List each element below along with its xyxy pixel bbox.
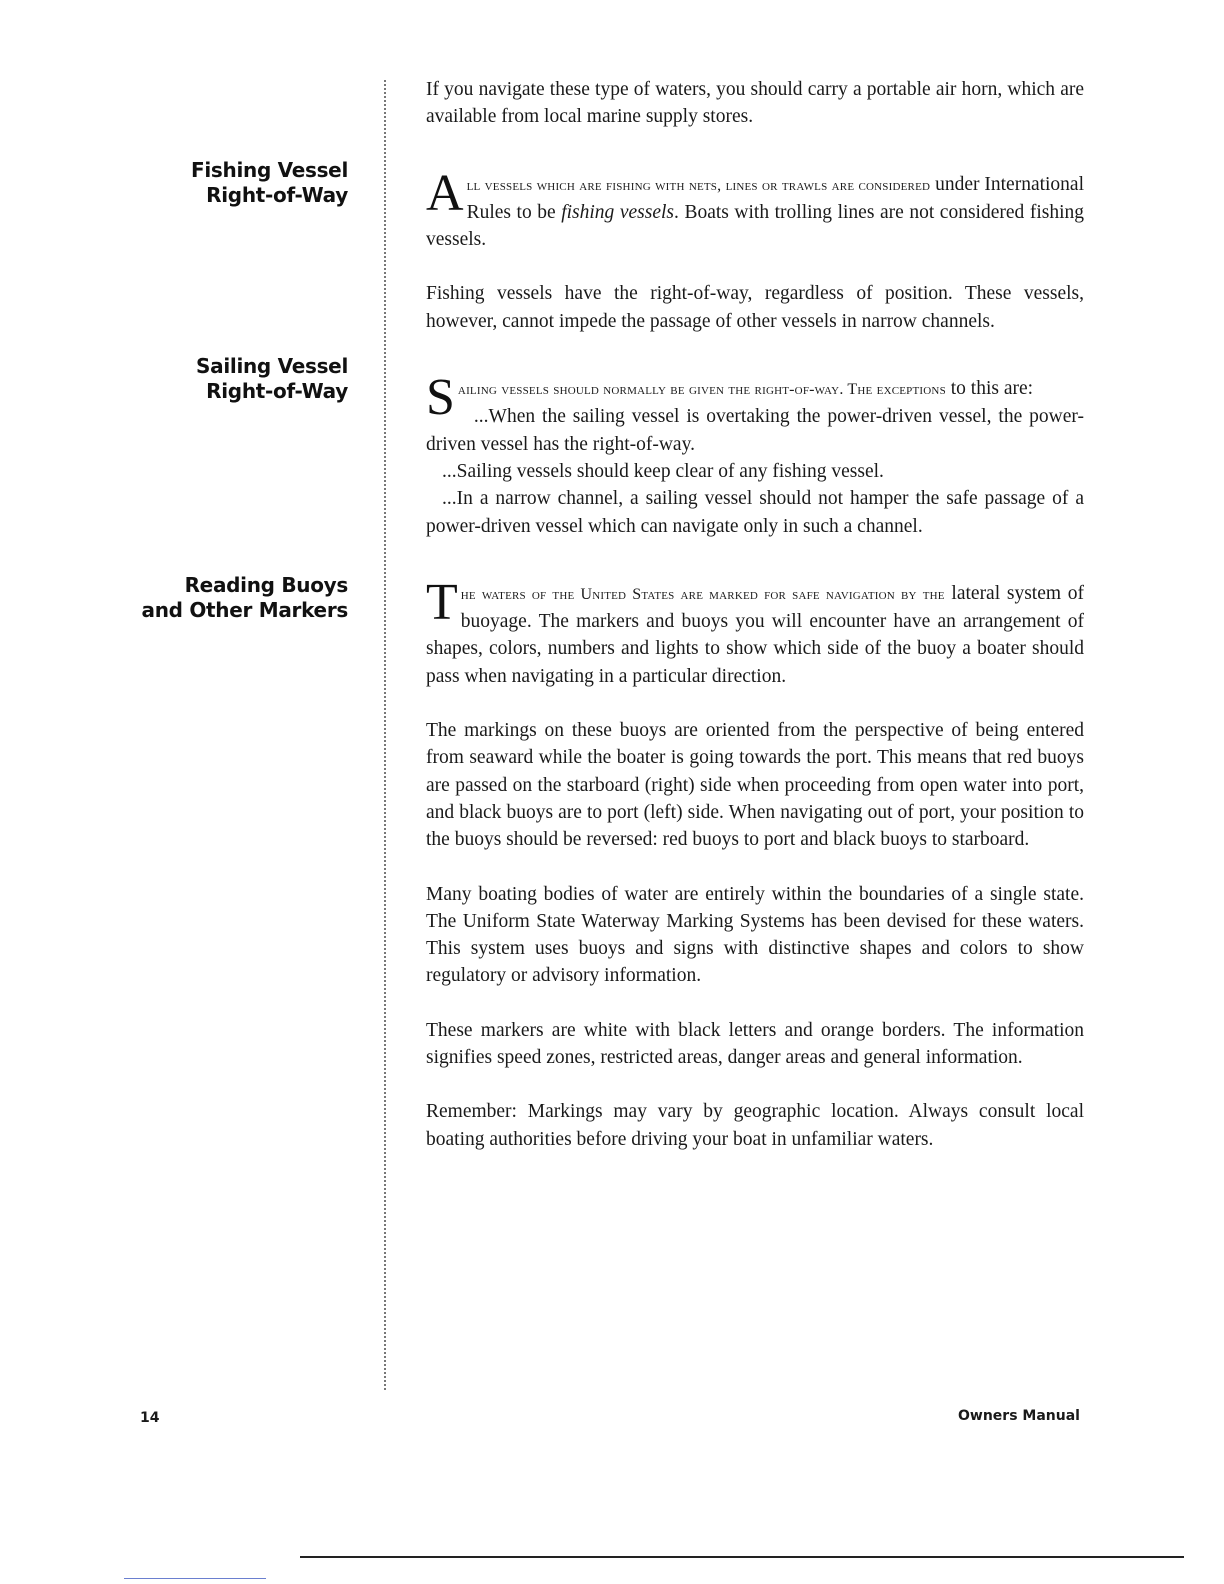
- list-item: ...In a narrow channel, a sailing vessel should not hamper the safe passage of a power-driven vessel which can navigate only in such a channel.: [426, 488, 1084, 537]
- heading-line: Fishing Vessel: [190, 158, 348, 182]
- emphasis-text: fishing vessels: [561, 201, 675, 223]
- list-item: ...When the sailing vessel is overtaking the power-driven vessel, the power-driven vessel has the right-of-way.: [426, 406, 1084, 455]
- smallcaps-lead: ailing vessels should normally be given the right-of-way. The exceptions: [457, 381, 946, 399]
- text: lateral system of buoyage. The markers and buoys you will encounter have an arrangement of shapes, colors, numbers and lights to show which side of the buoy a boater should pass when navigating in a particular direction.: [426, 582, 1084, 687]
- buoys-paragraph-5: Remember: Markings may vary by geographic location. Always consult local boating authorities before driving your boat in unfamiliar waters.: [426, 1101, 1084, 1150]
- scan-edge-line: [124, 1578, 266, 1579]
- heading-line: Reading Buoys: [184, 573, 348, 597]
- text: to this are:: [950, 378, 1034, 400]
- main-text-column: [426, 76, 1084, 1180]
- buoys-paragraph-3: Many boating bodies of water are entirely within the boundaries of a single state. The Uniform State Waterway Marking Systems has been devised for these waters. This system uses buoys and signs with distinctive shapes and colors to show regulatory or advisory information.: [426, 883, 1084, 987]
- column-divider: [384, 80, 386, 1390]
- sailing-paragraph: [426, 369, 1084, 427]
- fishing-paragraph-2: Fishing vessels have the right-of-way, regardless of position. These vessels, however, cannot impede the passage of other vessels in narrow channels.: [426, 283, 1084, 332]
- intro-paragraph: If you navigate these type of waters, you should carry a portable air horn, which are available from local marine supply stores.: [426, 79, 1084, 128]
- dropcap: S: [426, 369, 455, 427]
- heading-line: Right-of-Way: [206, 183, 348, 207]
- buoys-paragraph-2: The markings on these buoys are oriented from the perspective of being entered from seaward while the boater is going towards the port. This means that red buoys are passed on the starboard (right) side when proceeding from open water into port, and black buoys are to port (left) side. When navigating out of port, your position to the buoys should be reversed: red buoys to port and black buoys to starboard.: [426, 720, 1084, 851]
- heading-sailing-vessel: [196, 354, 348, 404]
- heading-fishing-vessel: [191, 158, 348, 208]
- heading-line: Right-of-Way: [206, 379, 348, 403]
- fishing-paragraph: [426, 164, 1085, 254]
- heading-reading-buoys: [142, 573, 348, 623]
- buoys-paragraph-4: These markers are white with black letters and orange borders. The information signifies speed zones, restricted areas, danger areas and general information.: [426, 1019, 1084, 1069]
- dropcap: A: [426, 164, 464, 222]
- dropcap: T: [426, 573, 458, 631]
- smallcaps-lead: he waters of the United States are marked for safe navigation by the: [460, 585, 945, 603]
- footer-rule: [300, 1556, 1184, 1558]
- footer-title: Owners Manual: [958, 1408, 1080, 1424]
- smallcaps-lead: ll vessels which are fishing with nets, lines or trawls are considered: [466, 176, 931, 194]
- sailing-section: [426, 369, 1084, 540]
- buoys-paragraph: [426, 573, 1084, 690]
- text: . Boats with trolling lines are not considered fishing vessels.: [426, 201, 1084, 251]
- heading-line: and Other Markers: [141, 598, 348, 622]
- heading-line: Sailing Vessel: [196, 354, 348, 378]
- text: under International Rules to be: [466, 173, 1085, 223]
- list-item: ...Sailing vessels should keep clear of any fishing vessel.: [442, 460, 884, 482]
- page-number: 14: [140, 1410, 160, 1426]
